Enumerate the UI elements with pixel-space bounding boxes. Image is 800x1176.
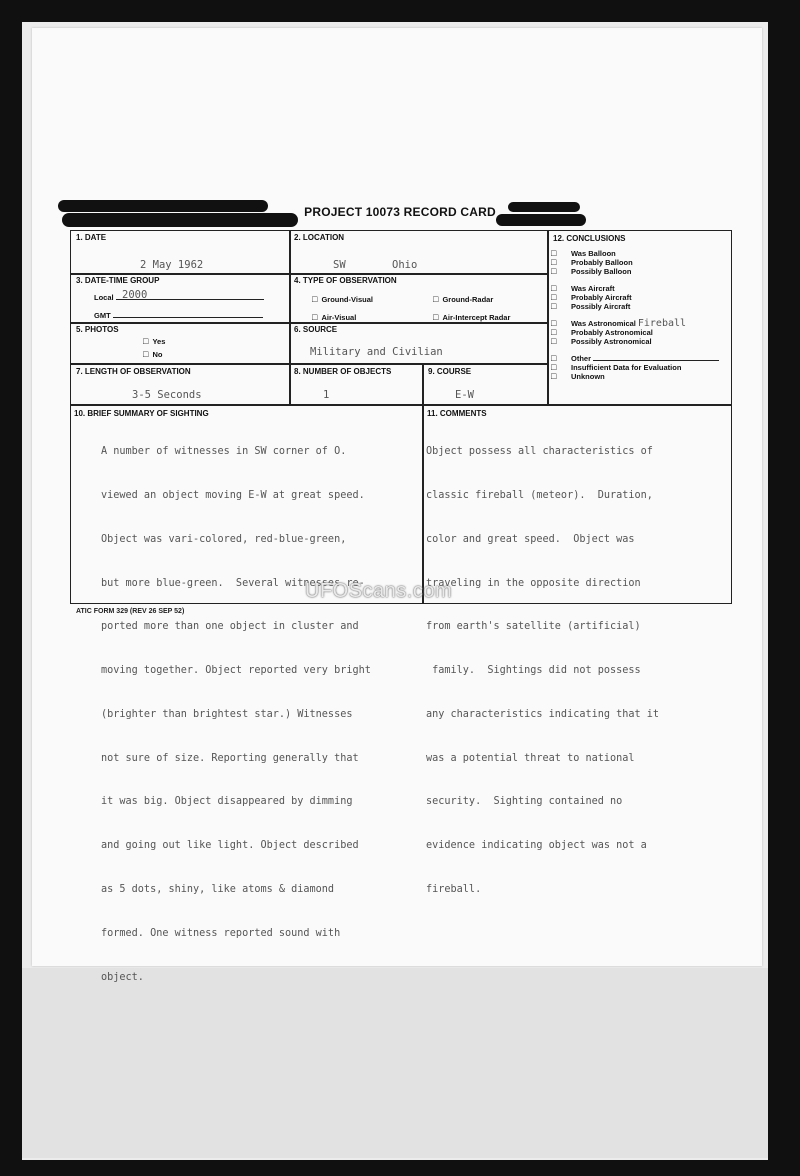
conclusion-text: Probably Astronomical: [571, 328, 653, 337]
local-label: Local: [94, 293, 114, 302]
comment-line: traveling in the opposite direction: [426, 577, 641, 589]
summary-line: formed. One witness reported sound with: [101, 927, 341, 939]
gmt-label: GMT: [94, 311, 111, 320]
conclusion-possibly-astronomical: [551, 337, 719, 346]
conclusion-group-aircraft: [551, 284, 719, 311]
gmt-row: [94, 311, 263, 320]
course-value: E-W: [455, 389, 474, 401]
summary-line: and going out like light. Object described: [101, 840, 359, 852]
obs-air-visual: [312, 313, 356, 322]
conclusion-text: Other: [571, 354, 592, 363]
location-label: 2. LOCATION: [294, 233, 345, 242]
comment-line: any characteristics indicating that it: [426, 708, 660, 720]
conclusion-text: Possibly Aircraft: [571, 302, 631, 311]
summary-line: not sure of size. Reporting generally that: [101, 752, 359, 764]
date-value: 2 May 1962: [140, 259, 204, 271]
checkbox-icon: □: [551, 283, 557, 293]
checkbox-icon: □: [312, 312, 318, 322]
comments-label: 11. COMMENTS: [427, 409, 487, 418]
redaction-mark: [58, 200, 268, 212]
conclusion-insufficient-data: [551, 363, 719, 372]
conclusion-text: Probably Aircraft: [571, 293, 632, 302]
conclusion-probably-aircraft: [551, 293, 719, 302]
gmt-line: [113, 317, 263, 318]
redaction-mark: [496, 214, 586, 226]
astronomical-typed-value: Fireball: [637, 318, 687, 329]
summary-line: as 5 dots, shiny, like atoms & diamond: [101, 884, 335, 895]
conclusion-unknown: [551, 372, 719, 381]
conclusion-probably-balloon: [551, 258, 719, 267]
photos-yes: [143, 337, 165, 346]
photos-no: [143, 350, 162, 359]
checkbox-icon: □: [551, 292, 557, 302]
summary-line: but more blue-green. Several witnesses re-: [101, 577, 365, 589]
photos-label: 5. PHOTOS: [76, 325, 119, 334]
checkbox-icon: □: [551, 371, 557, 381]
conclusion-text: Was Astronomical: [571, 319, 636, 328]
source-label: 6. SOURCE: [294, 325, 338, 334]
other-line: [593, 360, 719, 361]
form-number: ATIC FORM 329 (REV 26 SEP 52): [76, 608, 185, 615]
comment-line: classic fireball (meteor). Duration,: [426, 489, 653, 501]
comment-line: from earth's satellite (artificial): [426, 621, 641, 633]
redaction-mark: [508, 202, 580, 212]
summary-line: Object was vari-colored, red-blue-green,: [101, 533, 347, 545]
summary-line: ported more than one object in cluster and: [101, 621, 359, 633]
checkbox-icon: □: [143, 336, 149, 346]
date-label: 1. DATE: [76, 233, 107, 242]
watermark: UFOScans.com: [305, 580, 453, 602]
obs-air-intercept-label: Air-Intercept Radar: [442, 313, 511, 322]
redaction-mark: [62, 213, 298, 227]
conclusion-text: Was Aircraft: [571, 284, 615, 293]
conclusion-text: Possibly Balloon: [571, 267, 632, 276]
checkbox-icon: □: [551, 266, 557, 276]
type-of-observation-label: 4. TYPE OF OBSERVATION: [294, 276, 397, 285]
grid-line: [70, 322, 548, 324]
checkbox-icon: □: [433, 312, 439, 322]
brief-summary-text: [101, 416, 371, 1000]
conclusion-text: Probably Balloon: [571, 258, 633, 267]
grid-line: [70, 273, 548, 275]
conclusion-was-aircraft: [551, 284, 719, 293]
photos-yes-label: Yes: [152, 337, 166, 346]
summary-line: object.: [101, 971, 144, 983]
comment-line: was a potential threat to national: [426, 752, 635, 764]
conclusion-possibly-aircraft: [551, 302, 719, 311]
checkbox-icon: □: [312, 294, 318, 304]
checkbox-icon: □: [551, 248, 557, 258]
card-title: PROJECT 10073 RECORD CARD: [304, 205, 496, 219]
obs-ground-radar-label: Ground-Radar: [442, 295, 494, 304]
conclusion-text: Possibly Astronomical: [571, 337, 652, 346]
checkbox-icon: □: [551, 336, 557, 346]
checkbox-icon: □: [551, 257, 557, 267]
checkbox-icon: □: [551, 353, 557, 363]
grid-line: [547, 230, 549, 404]
conclusions-label: 12. CONCLUSIONS: [553, 234, 626, 243]
course-label: 9. COURSE: [428, 367, 472, 376]
location-region: SW: [333, 259, 346, 271]
summary-line: viewed an object moving E-W at great speed.: [101, 489, 365, 501]
length-value: 3-5 Seconds: [132, 389, 202, 401]
number-of-objects-label: 8. NUMBER OF OBJECTS: [294, 367, 392, 376]
summary-line: moving together. Object reported very bright: [101, 665, 371, 677]
checkbox-icon: □: [551, 301, 557, 311]
conclusion-text: Unknown: [571, 372, 605, 381]
date-time-group-label: 3. DATE-TIME GROUP: [76, 276, 160, 285]
obs-ground-radar: [433, 295, 493, 304]
number-of-objects-value: 1: [323, 389, 330, 401]
conclusions-list: [551, 249, 719, 389]
obs-air-intercept-radar: [433, 313, 510, 322]
comment-line: family. Sightings did not possess: [426, 665, 641, 677]
comment-line: evidence indicating object was not a: [426, 840, 647, 852]
checkbox-icon: □: [433, 294, 439, 304]
summary-line: (brighter than brightest star.) Witnesses: [101, 708, 353, 720]
brief-summary-label: 10. BRIEF SUMMARY OF SIGHTING: [74, 409, 209, 418]
conclusion-group-astronomical: [551, 319, 719, 346]
source-value: Military and Civilian: [310, 346, 443, 358]
location-state: Ohio: [392, 259, 418, 271]
photos-no-label: No: [152, 350, 163, 359]
conclusion-possibly-balloon: [551, 267, 719, 276]
obs-air-visual-label: Air-Visual: [321, 313, 357, 322]
conclusion-was-balloon: [551, 249, 719, 258]
comments-text: [426, 416, 659, 912]
checkbox-icon: □: [551, 318, 557, 328]
conclusion-text: Was Balloon: [571, 249, 616, 258]
conclusion-was-astronomical: [551, 319, 719, 328]
grid-line: [289, 230, 291, 404]
local-time-row: [94, 293, 264, 302]
grid-line: [70, 404, 732, 406]
grid-line: [422, 363, 424, 604]
obs-ground-visual-label: Ground-Visual: [321, 295, 373, 304]
comment-line: color and great speed. Object was: [426, 533, 635, 545]
obs-ground-visual: [312, 295, 373, 304]
comment-line: security. Sighting contained no: [426, 796, 623, 808]
checkbox-icon: □: [551, 362, 557, 372]
comment-line: Object possess all characteristics of: [426, 446, 653, 458]
length-label: 7. LENGTH OF OBSERVATION: [76, 367, 191, 376]
conclusion-other: [551, 354, 719, 363]
checkbox-icon: □: [143, 349, 149, 359]
local-time-value: 2000: [122, 289, 148, 301]
checkbox-icon: □: [551, 327, 557, 337]
conclusion-group-other: [551, 354, 719, 381]
summary-line: it was big. Object disappeared by dimming: [101, 796, 353, 808]
conclusion-group-balloon: [551, 249, 719, 276]
conclusion-probably-astronomical: [551, 328, 719, 337]
conclusion-text: Insufficient Data for Evaluation: [571, 363, 682, 372]
grid-line: [70, 363, 548, 365]
summary-line: A number of witnesses in SW corner of O.: [101, 446, 347, 458]
comment-line: fireball.: [426, 884, 482, 895]
